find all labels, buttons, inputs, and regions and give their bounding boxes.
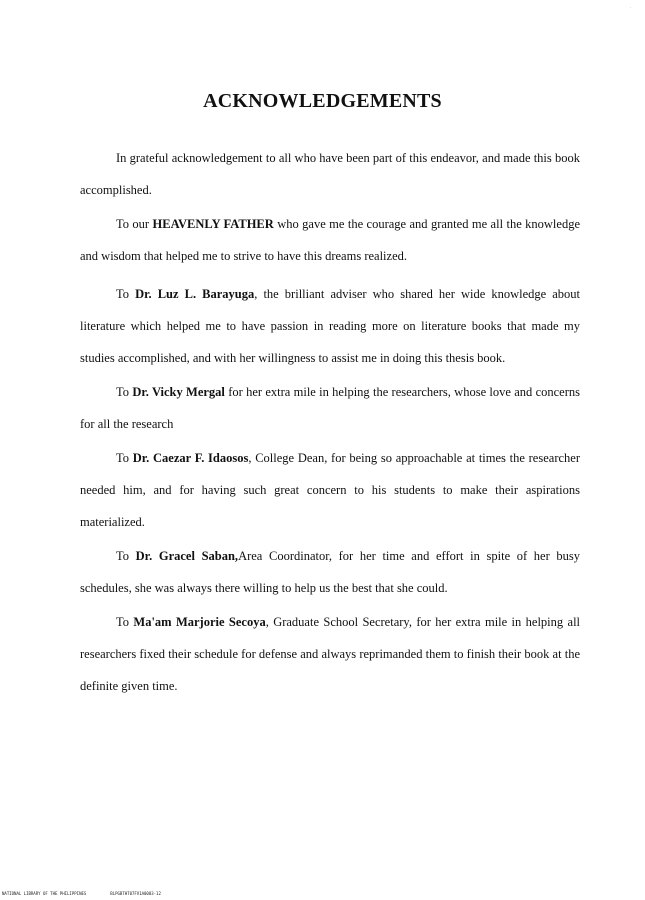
paragraph-text: , College Dean, for being so approachable at times the researcher needed him, and for having such great concern to his students to make their aspirations materialized. (80, 451, 580, 529)
paragraph-bold-name: Ma'am Marjorie Secoya (133, 615, 266, 629)
scan-mark: ' (630, 6, 631, 11)
paragraph-text: To (116, 451, 133, 465)
paragraph-text: Area Coordinator, for her time and effort in spite of her busy schedules, she was always there willing to help us the best that she could. (80, 549, 581, 595)
paragraph-bold-name: HEAVENLY FATHER (152, 217, 274, 231)
paragraph-text: for her extra mile in helping the researchers, whose love and concerns for all the research (80, 385, 581, 431)
paragraph-text: In grateful acknowledgement to all who have been part of this endeavor, and made this book accomplished. (80, 151, 580, 197)
footer-code: BLPGBTHT07FV1A0003-12 (110, 891, 161, 896)
paragraph-bold-name: Dr. Caezar F. Idaosos (132, 451, 249, 465)
paragraph-text: who gave me the courage and granted me all the knowledge and wisdom that helped me to strive to have this dreams realized. (80, 217, 580, 263)
paragraph-text: To (116, 385, 133, 399)
paragraph-text: To (116, 615, 134, 629)
paragraph-text: , the brilliant adviser who shared her wide knowledge about literature which helped me to have passion in reading more on literature books that made my studies accomplished, and with her willingness to assist me in doing this thesis book. (80, 287, 581, 365)
acknowledgement-paragraph (80, 278, 580, 374)
paragraph-text: To our (116, 217, 153, 231)
paragraph-bold-name: Dr. Gracel Saban, (135, 549, 239, 563)
paragraph-text: , Graduate School Secretary, for her extra mile in helping all researchers fixed their schedule for defense and always reprimanded them to finish their book at the definite given time. (80, 615, 581, 693)
scan-footer (2, 891, 185, 896)
acknowledgement-paragraph (80, 540, 580, 604)
acknowledgement-paragraph (80, 142, 580, 206)
paragraph-text: To (116, 549, 136, 563)
acknowledgement-paragraph (80, 442, 580, 538)
acknowledgement-paragraph (80, 376, 580, 440)
acknowledgement-paragraph (80, 606, 580, 702)
acknowledgement-paragraph (80, 208, 580, 272)
page-title: ACKNOWLEDGEMENTS (203, 90, 442, 112)
paragraph-text: To (116, 287, 136, 301)
paragraph-bold-name: Dr. Luz L. Barayuga (135, 287, 255, 301)
paragraph-bold-name: Dr. Vicky Mergal (132, 385, 225, 399)
footer-library-name: NATIONAL LIBRARY OF THE PHILIPPINES (2, 891, 87, 896)
